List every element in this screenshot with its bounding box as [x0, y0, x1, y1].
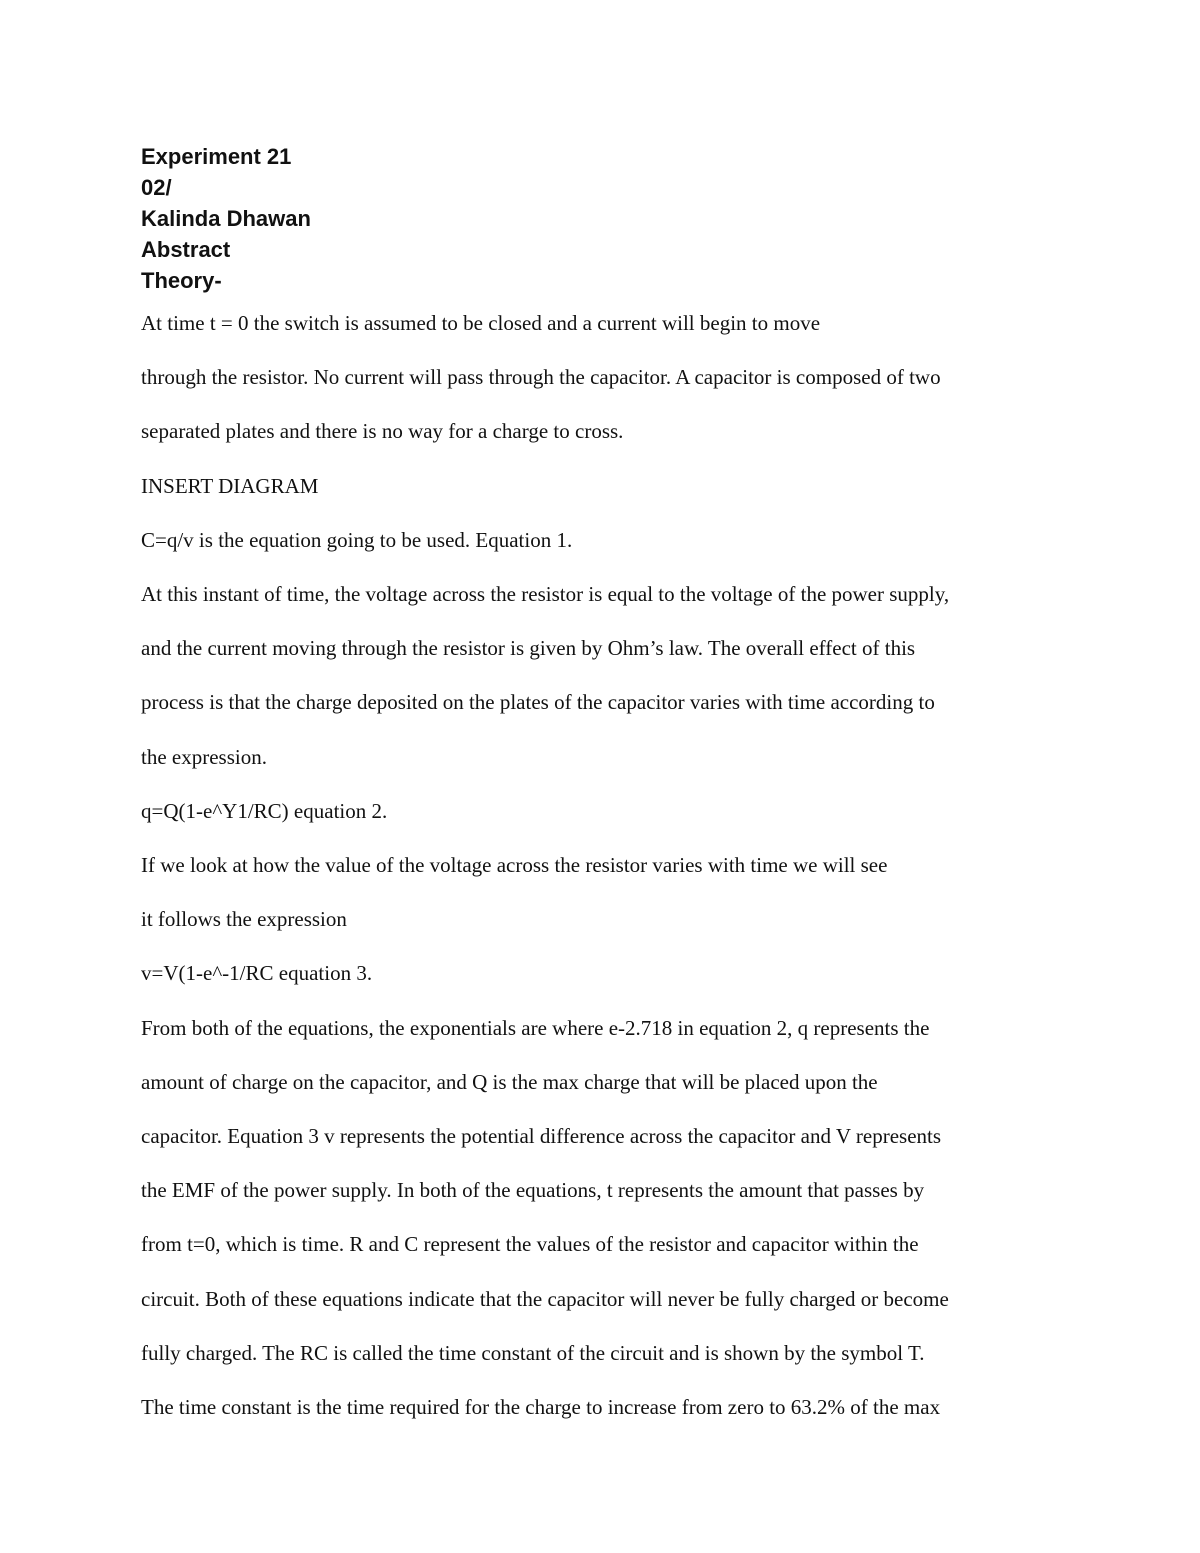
text-line: it follows the expression	[141, 907, 347, 932]
text-line: At this instant of time, the voltage across the resistor is equal to the voltage of the power supply,	[141, 582, 950, 607]
text-line: through the resistor. No current will pass through the capacitor. A capacitor is composed of two	[141, 365, 941, 390]
theory-body	[141, 296, 1061, 1434]
text-line: q=Q(1-e^Y1/RC) equation 2.	[141, 798, 388, 823]
text-line: From both of the equations, the exponentials are where e-2.718 in equation 2, q represents the	[141, 1015, 930, 1040]
text-line: At time t = 0 the switch is assumed to be closed and a current will begin to move	[141, 311, 821, 335]
text-line: from t=0, which is time. R and C represent the values of the resistor and capacitor within the	[141, 1232, 919, 1257]
text-line: separated plates and there is no way for a charge to cross.	[141, 419, 624, 444]
text-line: amount of charge on the capacitor, and Q is the max charge that will be placed upon the	[141, 1069, 878, 1094]
text-line: the EMF of the power supply. In both of the equations, t represents the amount that passes by	[141, 1178, 925, 1203]
text-line: and the current moving through the resistor is given by Ohm’s law. The overall effect of this	[141, 636, 916, 661]
text-line: the expression.	[141, 744, 267, 769]
document-header	[141, 141, 311, 296]
text-line: C=q/v is the equation going to be used. Equation 1.	[141, 527, 573, 552]
experiment-date: 02/	[141, 175, 172, 200]
author-name: Kalinda Dhawan	[141, 206, 311, 231]
text-line: v=V(1-e^-1/RC equation 3.	[141, 961, 373, 986]
text-line: process is that the charge deposited on the plates of the capacitor varies with time according to	[141, 690, 935, 715]
text-line: The time constant is the time required for the charge to increase from zero to 63.2% of the max	[141, 1395, 941, 1420]
text-line: circuit. Both of these equations indicate that the capacitor will never be fully charged or become	[141, 1286, 949, 1311]
text-line: If we look at how the value of the voltage across the resistor varies with time we will see	[141, 853, 888, 878]
text-line: capacitor. Equation 3 v represents the potential difference across the capacitor and V represents	[141, 1124, 942, 1149]
theory-heading: Theory-	[141, 268, 222, 293]
text-line: fully charged. The RC is called the time constant of the circuit and is shown by the symbol T.	[141, 1340, 925, 1365]
experiment-title: Experiment 21	[141, 144, 292, 169]
text-line: INSERT DIAGRAM	[141, 473, 319, 498]
abstract-heading: Abstract	[141, 237, 231, 262]
